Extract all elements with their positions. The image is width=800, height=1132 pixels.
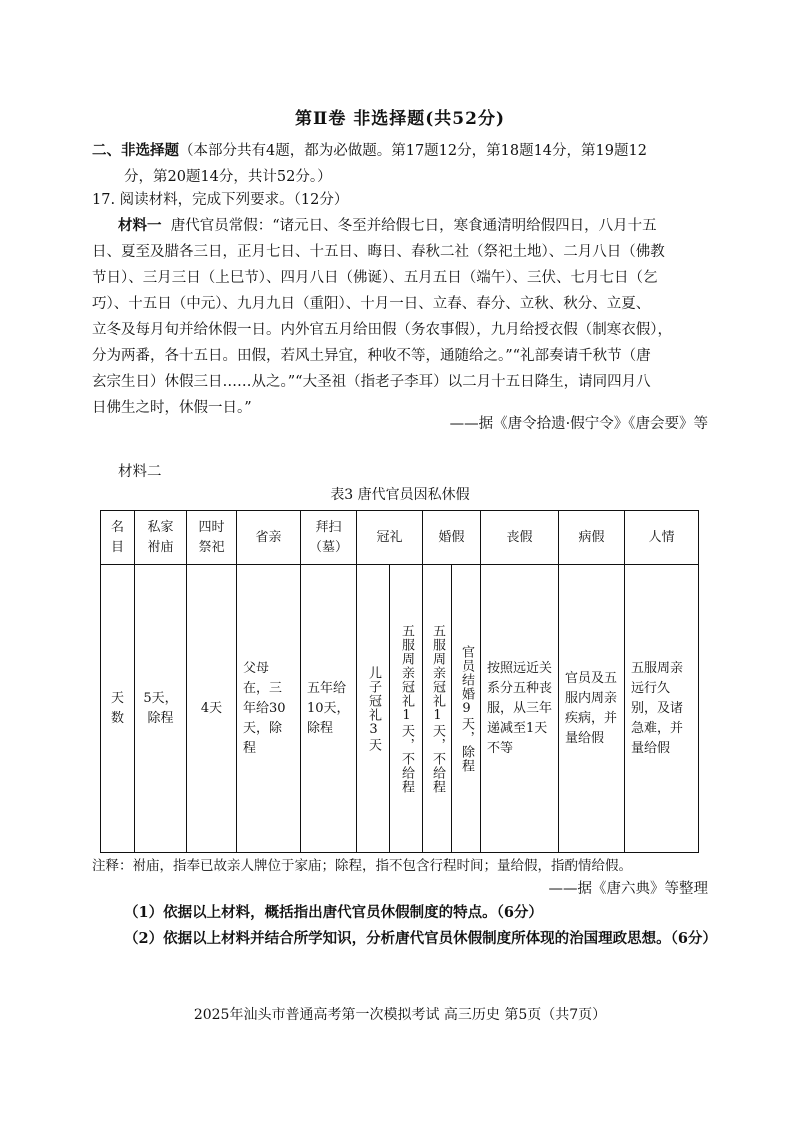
header-guanli: 冠礼 <box>357 511 423 565</box>
row-head-days: 天数 <box>101 565 135 853</box>
m1-line-4: 巧）、十五日（中元）、九月九日（重阳）、十月一日、立春、春分、立秋、秋分、立夏、 <box>92 296 651 312</box>
row-head-name: 名目 <box>101 511 135 565</box>
header-renqing: 人情 <box>625 511 699 565</box>
m1-source: ——据《唐令拾遗·假宁令》《唐会要》等 <box>449 416 708 432</box>
table-note: 注释：祔庙，指奉已故亲人牌位于家庙；除程，指不包含行程时间；量给假，指酌情给假。 <box>92 858 632 874</box>
leave-table <box>100 510 699 853</box>
cell-bingjia: 官员及五服内周亲疾病，并量给假 <box>559 565 625 853</box>
cell-xingqin: 父母在，三年给30天，除程 <box>237 565 301 853</box>
cell-baisao: 五年给10天，除程 <box>301 565 357 853</box>
m1-line-6: 分为两番，各十五日。田假，若风土异宜，种收不等，通随给之。”“礼部奏请千秋节（唐 <box>92 348 651 364</box>
header-jisi: 四时祭祀 <box>187 511 237 565</box>
intro-heading: 二、非选择题 <box>92 142 179 159</box>
section-title: 第Ⅱ卷 非选择题(共52分) <box>295 109 505 129</box>
cell-hunjia-official: 官员结婚9天，除程 <box>452 565 481 853</box>
cell-hunjia-kin: 五服周亲冠礼1天，不给程 <box>423 565 452 853</box>
table-header-row <box>101 511 699 565</box>
header-sangjia: 丧假 <box>481 511 559 565</box>
page-footer: 2025年汕头市普通高考第一次模拟考试 高三历史 第5页（共7页） <box>193 1007 607 1023</box>
m1-label: 材料一 <box>118 217 162 234</box>
intro-line-1 <box>92 138 722 164</box>
intro-text-1: （本部分共有4题，都为必做题。第17题12分，第18题14分，第19题12 <box>179 143 647 159</box>
cell-guanli-kin: 五服周亲冠礼1天，不给程 <box>390 565 423 853</box>
header-hunjia: 婚假 <box>423 511 481 565</box>
question-2: （2）依据以上材料并结合所学知识，分析唐代官员休假制度所体现的治国理政思想。（6分） <box>124 930 717 947</box>
cell-guanli-son: 儿子冠礼3天 <box>357 565 390 853</box>
material-1 <box>92 213 714 421</box>
table-caption: 表3 唐代官员因私休假 <box>330 487 470 503</box>
table-data-row <box>101 565 699 853</box>
m1-line-2: 日、夏至及腊各三日，正月七日、十五日、晦日、春秋二社（祭祀土地）、二月八日（佛教 <box>92 244 665 260</box>
header-xingqin: 省亲 <box>237 511 301 565</box>
m1-line-8: 日佛生之时，休假一日。” <box>92 400 252 416</box>
m1-line-1: 材料一 唐代官员常假：“诸元日、冬至并给假七日，寒食通清明给假四日，八月十五 <box>118 217 657 234</box>
cell-jisi: 4天 <box>187 565 237 853</box>
cell-sangjia: 按照远近关系分五种丧服，从三年递减至1天不等 <box>481 565 559 853</box>
header-baisao: 拜扫（墓） <box>301 511 357 565</box>
cell-fumiao: 5天，除程 <box>135 565 187 853</box>
m1-line-3: 节日）、三月三日（上巳节）、四月八日（佛诞）、五月五日（端午）、三伏、七月七日（乞 <box>92 270 658 286</box>
header-bingjia: 病假 <box>559 511 625 565</box>
intro-text-2: 分，第20题14分，共计52分。） <box>124 169 332 185</box>
m1-line-7: 玄宗生日）休假三日……从之。”“大圣祖（指老子李耳）以二月十五日降生，请同四月八 <box>92 374 651 390</box>
header-fumiao: 私家祔庙 <box>135 511 187 565</box>
m1-line-5: 立冬及每月旬并给休假一日。内外官五月给田假（务农事假），九月给授衣假（制寒衣假）， <box>92 322 672 338</box>
q17-prompt: 17. 阅读材料，完成下列要求。（12分） <box>92 192 349 208</box>
m2-label: 材料二 <box>118 464 162 480</box>
question-1: （1）依据以上材料，概括指出唐代官员休假制度的特点。（6分） <box>124 904 543 921</box>
cell-renqing: 五服周亲远行久别，及诸急难，并量给假 <box>625 565 699 853</box>
m2-source: ——据《唐六典》等整理 <box>548 881 708 897</box>
